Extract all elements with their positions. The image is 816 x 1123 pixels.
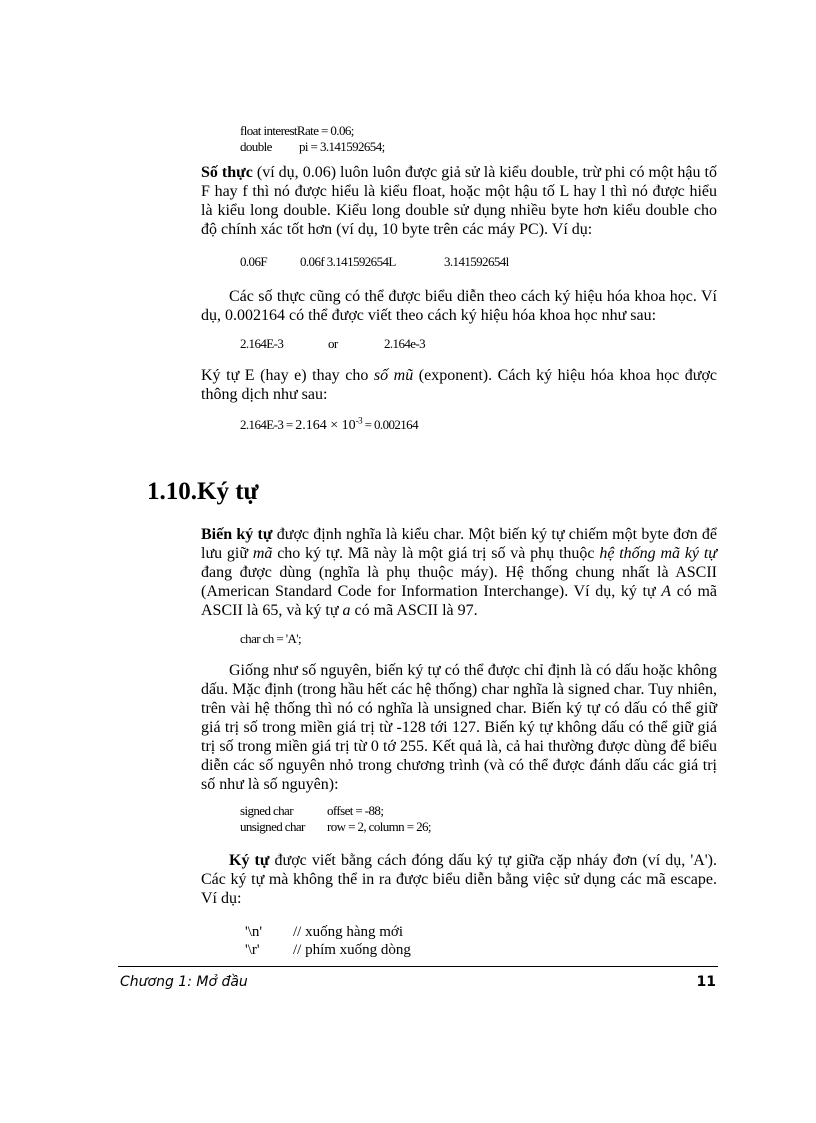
formula-exponent: -3 [355,415,362,426]
code-block-suffixes [240,254,509,270]
bold-term: Số thực [201,164,253,181]
paragraph-char-literal [201,851,717,908]
italic-term: mã [252,545,273,562]
escape-comment: // xuống hàng mới [293,924,404,940]
paragraph-text: (exponent). Cách ký hiệu hóa khoa học được thông dịch như sau: [201,367,717,403]
paragraph-char-variable [201,525,717,620]
code-line [245,941,411,959]
footer-page-number: 11 [696,974,716,990]
paragraph-text: được viết bằng cách đóng dấu ký tự giữa cặp nháy đơn (ví dụ, 'A'). Các ký tự mà không thể in ra được biểu diễn bằng việc sử dụng các mã escape. Ví dụ: [201,852,718,907]
bold-term: Ký tự [229,852,270,869]
code-item: or [328,336,338,351]
code-line: float interestRate = 0.06; [240,123,354,138]
code-item: 0.06f 3.141592654L [300,254,396,269]
code-keyword: double [240,139,272,154]
formula-part: = 0.002164 [361,417,418,432]
code-block-escape [245,923,411,959]
escape-code: '\n' [245,924,263,940]
code-type: unsigned char [240,819,305,834]
section-heading: 1.10.Ký tự [147,478,259,505]
footer-divider [118,966,718,967]
paragraph-exponent [201,366,717,404]
escape-code: '\r' [245,942,260,958]
code-block-float [240,123,385,155]
formula-part: 2.164 × 10 [295,418,356,433]
code-block-signed [240,803,431,835]
code-value: offset = -88; [327,803,384,818]
formula-part: 2.164E-3 = [240,417,296,432]
paragraph-signed-char: Giống như số nguyên, biến ký tự có thể được chỉ định là có dấu hoặc không dấu. Mặc định (trong hầu hết các hệ thống) char nghĩa là signed char. Tuy nhiên, trên vài hệ thống thì nó có nghĩa là unsigned char. Biến ký tự có dấu có thể giữ giá trị số trong miền giá trị từ -128 tới 127. Biến ký tự không dấu có thể giữ giá trị số trong miền giá trị từ 0 tớ 255. Kết quả là, cả hai thường được dùng để biểu diễn các số nguyên nhỏ trong chương trình (và có thể được đánh dấu các giá trị số như là số nguyên): [201,662,717,793]
italic-term: hệ thống mã ký tự [599,545,718,562]
italic-term: số mũ [373,367,414,384]
paragraph-real-numbers [201,163,717,239]
code-value: row = 2, column = 26; [327,819,431,834]
paragraph-text: được định nghĩa là kiểu char. Một biến ký tự chiếm một byte đơn để lưu giữ [201,526,717,562]
code-item: 0.06F [240,254,267,269]
code-line [240,819,431,835]
code-block-formula [240,417,418,434]
paragraph-scientific: Các số thực cũng có thể được biểu diễn theo cách ký hiệu hóa khoa học. Ví dụ, 0.002164 có thể được viết theo cách ký hiệu hóa khoa học như sau: [201,288,717,324]
code-line [240,139,385,155]
escape-comment: // phím xuống dòng [293,942,411,958]
paragraph-text: (ví dụ, 0.06) luôn luôn được giả sử là kiểu double, trừ phi có một hậu tố F hay f thì nó được hiểu là kiểu float, hoặc một hậu tố L hay l thì nó được hiểu là kiểu long double. Kiểu long double sử dụng nhiều byte hơn kiểu double cho độ chính xác tốt hơn (ví dụ, 10 byte trên các máy PC). Ví dụ: [201,164,717,238]
paragraph-text: có mã ASCII là 97. [350,602,478,619]
code-item: 3.141592654l [444,254,509,269]
italic-term: a [342,602,351,619]
paragraph-text: cho ký tự. Mã này là một giá trị số và phụ thuộc [272,545,600,562]
footer-chapter: Chương 1: Mở đầu [120,974,248,990]
code-line [240,803,431,819]
code-item: 2.164e-3 [384,336,426,351]
code-type: signed char [240,803,293,818]
code-block-char: char ch = 'A'; [240,631,302,646]
bold-term: Biến ký tự [201,526,273,543]
italic-term: A [661,583,672,600]
paragraph-text: đang được dùng (nghĩa là phụ thuộc máy). Hệ thống chung nhất là ASCII (American Standard Code for Information Interchange). Ví dụ, ký tự [201,564,717,600]
paragraph-text: Ký tự E (hay e) thay cho [201,367,374,384]
code-item: 2.164E-3 [240,336,284,351]
paragraph-text: có mã ASCII là 65, và ký tự [201,583,718,619]
code-value: pi = 3.141592654; [299,139,385,154]
code-line [245,923,411,941]
code-block-scientific [240,336,425,352]
